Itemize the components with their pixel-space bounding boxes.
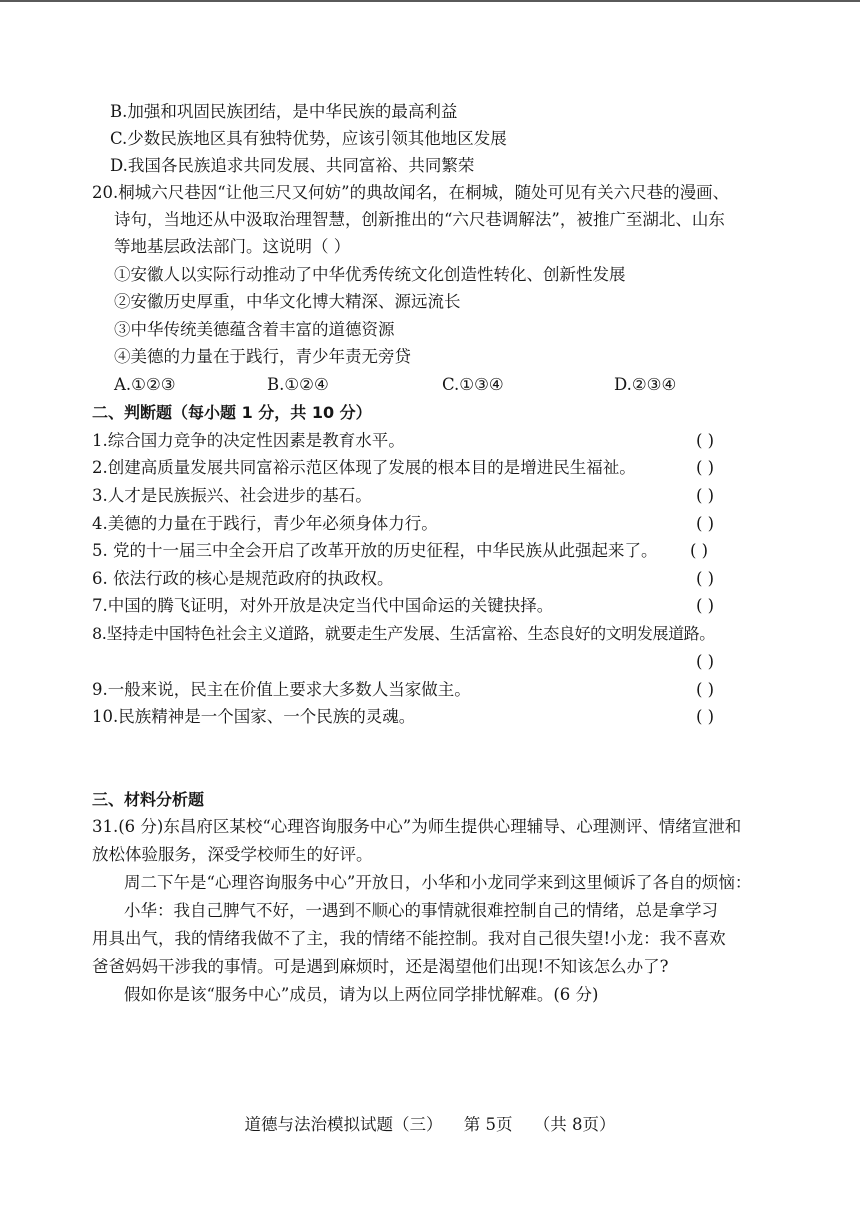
page-footer	[0, 1113, 860, 1137]
answer-paren-2: ( )	[696, 458, 715, 477]
q20-option-d: D.②③④	[614, 375, 677, 394]
judge-item-2: 2.创建高质量发展共同富裕示范区体现了发展的根本目的是增进民生福祉。	[92, 458, 636, 477]
answer-paren-3: ( )	[696, 486, 715, 505]
judge-item-8: 8.坚持走中国特色社会主义道路，就要走生产发展、生活富裕、生态良好的文明发展道路。	[92, 624, 715, 643]
q20-statement-1: ①安徽人以实际行动推动了中华优秀传统文化创造性转化、创新性发展	[114, 265, 626, 284]
judge-item-9: 9.一般来说，民主在价值上要求大多数人当家做主。	[92, 680, 471, 699]
section2-heading: 二、判断题（每小题 1 分，共 10 分）	[92, 403, 372, 422]
footer-total-pages: （共 8页）	[533, 1115, 616, 1134]
judge-item-6: 6. 依法行政的核心是规范政府的执政权。	[92, 569, 394, 588]
q19-option-c: C.少数民族地区具有独特优势，应该引领其他地区发展	[110, 129, 507, 148]
answer-paren-7: ( )	[696, 596, 715, 615]
q20-statement-3: ③中华传统美德蕴含着丰富的道德资源	[114, 320, 395, 339]
page-top-border	[0, 0, 860, 2]
judge-item-10: 10.民族精神是一个国家、一个民族的灵魂。	[92, 707, 416, 726]
q20-option-c: C.①③④	[442, 375, 504, 394]
answer-paren-5: ( )	[690, 541, 709, 560]
q20-option-a: A.①②③	[114, 375, 176, 394]
q31-line-4: 小华：我自己脾气不好，一遇到不顺心的事情就很难控制自己的情绪，总是拿学习	[124, 901, 718, 920]
footer-exam-title: 道德与法治模拟试题（三）	[244, 1115, 443, 1134]
section3-heading: 三、材料分析题	[92, 790, 205, 809]
judge-item-1: 1.综合国力竞争的决定性因素是教育水平。	[92, 431, 405, 450]
answer-paren-1: ( )	[696, 431, 715, 450]
q20-option-b: B.①②④	[267, 375, 329, 394]
judge-item-5: 5. 党的十一届三中全会开启了改革开放的历史征程，中华民族从此强起来了。	[92, 541, 658, 560]
footer-page-number: 第 5页	[463, 1115, 513, 1134]
q20-stem-line-3: 等地基层政法部门。这说明（ ）	[114, 237, 351, 256]
q19-option-b: B.加强和巩固民族团结，是中华民族的最高利益	[110, 102, 458, 121]
answer-paren-4: ( )	[696, 514, 715, 533]
answer-paren-8: ( )	[696, 652, 715, 671]
q20-statement-4: ④美德的力量在于践行，青少年责无旁贷	[114, 347, 411, 366]
answer-paren-10: ( )	[696, 707, 715, 726]
answer-paren-9: ( )	[696, 680, 715, 699]
q31-line-7: 假如你是该“服务中心”成员，请为以上两位同学排忧解难。(6 分)	[124, 985, 599, 1004]
judge-item-7: 7.中国的腾飞证明，对外开放是决定当代中国命运的关键抉择。	[92, 596, 554, 615]
q31-line-3: 周二下午是“心理咨询服务中心”开放日，小华和小龙同学来到这里倾诉了各自的烦恼：	[124, 873, 752, 892]
q31-line-6: 爸爸妈妈干涉我的事情。可是遇到麻烦时，还是渴望他们出现!不知该怎么办了?	[92, 957, 669, 976]
q20-stem-line-1: 20.桐城六尺巷因“让他三尺又何妨”的典故闻名，在桐城，随处可见有关六尺巷的漫画、	[92, 183, 730, 202]
judge-item-4: 4.美德的力量在于践行，青少年必须身体力行。	[92, 514, 438, 533]
judge-item-3: 3.人才是民族振兴、社会进步的基石。	[92, 486, 372, 505]
answer-paren-6: ( )	[696, 569, 715, 588]
q31-line-1: 31.(6 分)东昌府区某校“心理咨询服务中心”为师生提供心理辅导、心理测评、情绪宣泄和	[92, 817, 742, 836]
q19-option-d: D.我国各民族追求共同发展、共同富裕、共同繁荣	[110, 156, 475, 175]
q20-statement-2: ②安徽历史厚重，中华文化博大精深、源远流长	[114, 292, 461, 311]
q20-stem-line-2: 诗句，当地还从中汲取治理智慧，创新推出的“六尺巷调解法”，被推广至湖北、山东	[114, 210, 725, 229]
q31-line-2: 放松体验服务，深受学校师生的好评。	[92, 845, 373, 864]
q31-line-5: 用具出气，我的情绪我做不了主，我的情绪不能控制。我对自己很失望!小龙：我不喜欢	[92, 929, 726, 948]
